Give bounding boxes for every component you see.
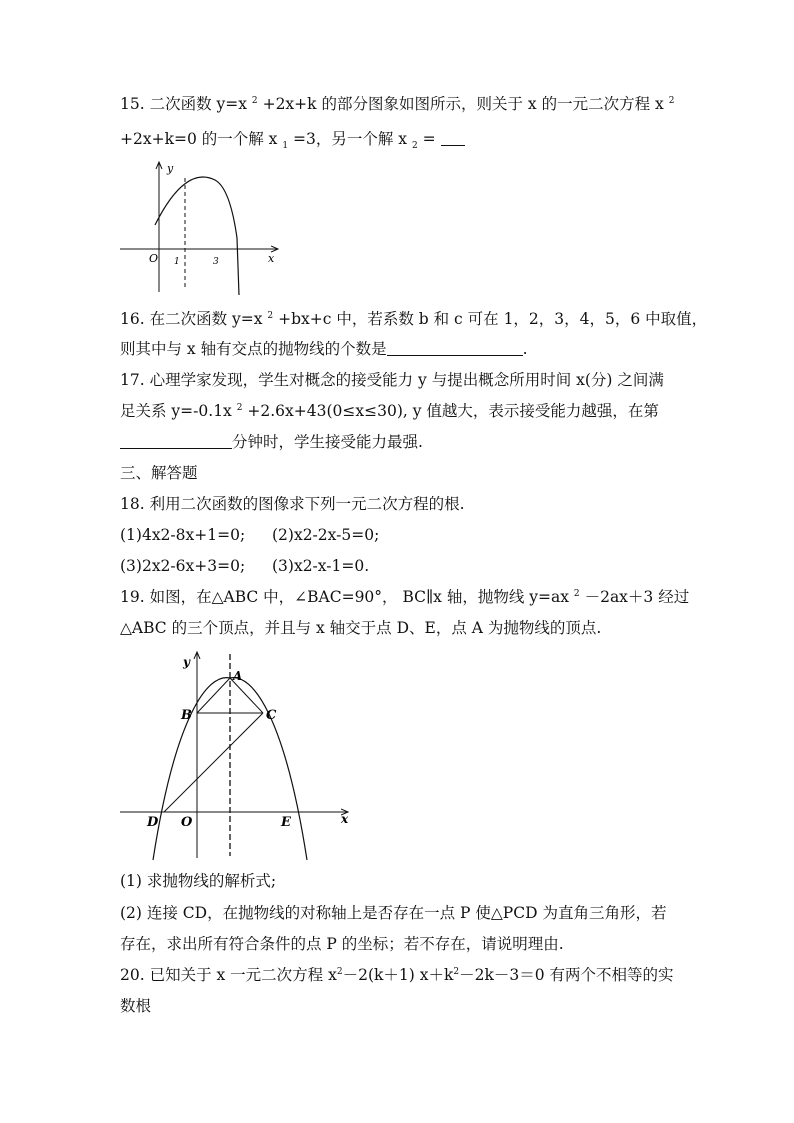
q15-parabola bbox=[155, 177, 239, 295]
q19-x-label: x bbox=[341, 812, 349, 826]
q16-line-2: 则其中与 x 轴有交点的抛物线的个数是 . bbox=[120, 340, 528, 358]
q15-tick-3: 3 bbox=[213, 257, 219, 267]
q18-eq-4: (3)x2-x-1=0. bbox=[272, 557, 370, 575]
q17-line-3: 分钟时，学生接受能力最强. bbox=[120, 432, 423, 452]
q19-line-2: △ABC 的三个顶点，并且与 x 轴交于点 D、E，点 A 为抛物线的顶点. bbox=[120, 619, 602, 637]
q18-stem: 18. 利用二次函数的图像求下列一元二次方程的根. bbox=[120, 495, 465, 513]
q17-line-1: 17. 心理学家发现，学生对概念的接受能力 y 与提出概念所用时间 x(分) 之间满 bbox=[120, 371, 664, 389]
q15-x-label: x bbox=[268, 252, 275, 265]
q15-tick-1: 1 bbox=[174, 257, 180, 267]
q19-part-2-line-1: (2) 连接 CD，在抛物线的对称轴上是否存在一点 P 使△PCD 为直角三角形，若 bbox=[120, 904, 667, 922]
q15-figure bbox=[115, 158, 285, 298]
q15-answer-blank[interactable] bbox=[441, 130, 465, 146]
q15-line-2: +2x+k=0 的一个解 x $_1$ =3，另一个解 x $_2$ = bbox=[120, 129, 465, 152]
q19-part-2-line-2: 存在，求出所有符合条件的点 P 的坐标；若不存在，请说明理由. bbox=[120, 935, 564, 953]
q17-line-2: 足关系 y=-0.1x $^2$ +2.6x+43(0≤x≤30), y 值越大，表示接受能力越强，在第 bbox=[120, 402, 659, 420]
q19-figure bbox=[115, 648, 360, 863]
q19-line-1: 19. 如图，在△ABC 中，∠BAC=90°， BC∥x 轴，抛物线 y=ax $^2$ －2ax＋3 经过 bbox=[120, 588, 690, 606]
q19-segment-CD bbox=[164, 713, 263, 812]
q15-origin-label: O bbox=[149, 252, 159, 265]
q19-label-C: C bbox=[266, 708, 277, 723]
q20-line-2: 数根 bbox=[120, 997, 152, 1015]
q16-answer-blank[interactable] bbox=[387, 340, 523, 356]
q19-label-D: D bbox=[147, 815, 159, 830]
section-3-title: 三、解答题 bbox=[120, 464, 198, 482]
q18-eq-1: (1)4x2-8x+1=0; bbox=[120, 526, 246, 544]
q15-line-1: 15. 二次函数 y=x $^2$ +2x+k 的部分图象如图所示，则关于 x 的一元二次方程 x $^2$ bbox=[120, 95, 675, 113]
q19-label-A: A bbox=[233, 669, 243, 683]
q19-label-O: O bbox=[181, 815, 193, 830]
q19-part-1: (1) 求抛物线的解析式; bbox=[120, 872, 277, 890]
q18-eq-3: (3)2x2-6x+3=0; bbox=[120, 557, 246, 575]
q16-line-1: 16. 在二次函数 y=x $^2$ +bx+c 中，若系数 b 和 c 可在 1，2，3，4，5，6 中取值， bbox=[120, 310, 708, 328]
q17-answer-blank[interactable] bbox=[120, 433, 232, 449]
q20-line-1: 20. 已知关于 x 一元二次方程 $x^2-2(k+1)$ $x+k^2-2k-3=0$ 有两个不相等的实 bbox=[120, 966, 674, 984]
q19-label-E: E bbox=[281, 815, 291, 830]
q19-y-label: y bbox=[183, 655, 190, 669]
q18-eq-2: (2)x2-2x-5=0; bbox=[272, 526, 380, 544]
q15-y-label: y bbox=[167, 162, 174, 175]
q19-label-B: B bbox=[181, 708, 192, 723]
